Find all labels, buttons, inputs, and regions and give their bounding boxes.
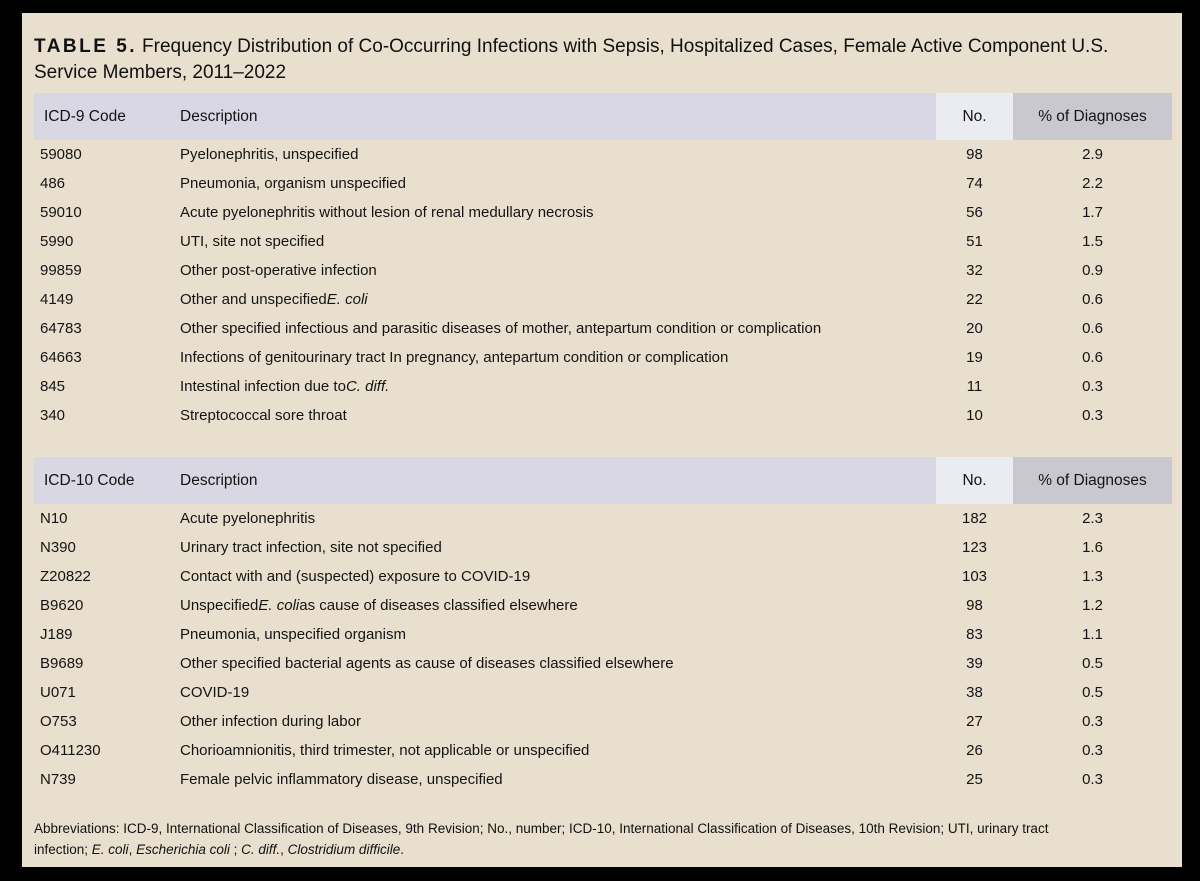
code-cell: B9689 [40,655,84,672]
percent-cell: 0.9 [1082,262,1103,279]
text: Other and unspecified [180,291,327,308]
table-row [34,707,1172,736]
table-row [34,591,1172,620]
table-row [34,736,1172,765]
code-cell: 4149 [40,291,74,308]
code-cell: O411230 [40,742,101,759]
table-number-label: TABLE 5. [34,36,138,57]
percent-cell: 2.3 [1082,510,1103,527]
percent-cell: 0.3 [1082,771,1103,788]
table-row [34,140,1172,169]
percent-cell: 2.2 [1082,175,1103,192]
percent-cell: 0.5 [1082,655,1103,672]
count-cell: 182 [961,510,988,527]
text: as cause of diseases classified elsewhere [299,597,578,614]
icd9-description-column-header: Description [180,107,258,125]
icd10-no-column-header: No. [936,457,1013,504]
text: Intestinal infection due to [180,378,346,395]
count-cell: 103 [961,568,988,585]
count-cell: 32 [966,262,983,279]
code-cell: 59080 [40,146,82,163]
code-cell: N739 [40,771,76,788]
table-row [34,533,1172,562]
count-cell: 19 [966,349,983,366]
table-row [34,372,1172,401]
percent-cell: 1.7 [1082,204,1103,221]
table-row [34,256,1172,285]
percent-cell: 1.5 [1082,233,1103,250]
percent-cell: 1.2 [1082,597,1103,614]
italic-text: C. diff. [345,378,390,395]
text: Acute pyelonephritis [180,510,316,527]
count-cell: 10 [966,407,983,424]
description-cell [180,626,936,643]
table-row [34,343,1172,372]
text: COVID-19 [180,684,250,701]
code-cell: U071 [40,684,76,701]
italic-text: E. coli [258,597,300,614]
count-cell: 74 [966,175,983,192]
count-cell: 27 [966,713,983,730]
count-cell: 39 [966,655,983,672]
percent-cell: 2.9 [1082,146,1103,163]
code-cell: 64663 [40,349,82,366]
count-cell: 22 [966,291,983,308]
description-cell [180,407,936,424]
count-cell: 98 [966,597,983,614]
percent-cell: 1.6 [1082,539,1103,556]
count-cell: 11 [966,378,983,395]
text: infection; [34,842,92,857]
icd10-header-row [34,457,1172,504]
text: , [280,842,288,857]
percent-cell: 0.3 [1082,407,1103,424]
footnote-line [34,839,1172,860]
code-cell: 59010 [40,204,82,221]
italic-text: E. coli [326,291,368,308]
italic-text: Escherichia coli [136,842,230,857]
table-row [34,562,1172,591]
text: Pneumonia, organism unspecified [180,175,406,192]
percent-cell: 0.3 [1082,713,1103,730]
description-cell [180,742,936,759]
abbreviations-footnote [34,818,1172,860]
table-row [34,765,1172,794]
code-cell: 5990 [40,233,74,250]
text: Acute pyelonephritis without lesion of renal medullary necrosis [180,204,594,221]
code-cell: 486 [40,175,66,192]
text: Urinary tract infection, site not specified [180,539,442,556]
count-cell: 26 [966,742,983,759]
code-cell: 340 [40,407,66,424]
text: Unspecified [180,597,259,614]
table-row [34,620,1172,649]
italic-text: Clostridium difficile [287,842,401,857]
description-cell [180,320,936,337]
code-cell: N390 [40,539,76,556]
description-cell [180,713,936,730]
description-cell [180,684,936,701]
count-cell: 56 [966,204,983,221]
code-cell: 845 [40,378,66,395]
table-row [34,227,1172,256]
description-cell [180,655,936,672]
table-row [34,649,1172,678]
count-cell: 51 [966,233,983,250]
count-cell: 25 [966,771,983,788]
description-cell [180,349,936,366]
icd9-header-row [34,93,1172,140]
percent-cell: 0.6 [1082,291,1103,308]
text: Pneumonia, unspecified organism [180,626,406,643]
icd10-pct-column-header: % of Diagnoses [1013,457,1172,504]
icd10-description-column-header: Description [180,471,258,489]
description-cell [180,291,936,308]
percent-cell: 0.6 [1082,320,1103,337]
description-cell [180,378,936,395]
percent-cell: 1.1 [1082,626,1103,643]
percent-cell: 0.6 [1082,349,1103,366]
code-cell: 64783 [40,320,82,337]
percent-cell: 0.3 [1082,742,1103,759]
table-row [34,314,1172,343]
text: Other infection during labor [180,713,361,730]
percent-cell: 1.3 [1082,568,1103,585]
text: , [128,842,137,857]
text: Contact with and (suspected) exposure to COVID-19 [180,568,531,585]
icd9-code-column-header: ICD-9 Code [44,107,126,125]
percent-cell: 0.5 [1082,684,1103,701]
icd9-table [34,93,1172,430]
code-cell: N10 [40,510,68,527]
description-cell [180,568,936,585]
table-title [22,13,1182,86]
description-cell [180,233,936,250]
table-row [34,285,1172,314]
description-cell [180,204,936,221]
count-cell: 123 [961,539,988,556]
table-row [34,198,1172,227]
text: Streptococcal sore throat [180,407,347,424]
percent-cell: 0.3 [1082,378,1103,395]
code-cell: J189 [40,626,73,643]
text: Other specified infectious and parasitic diseases of mother, antepartum condition or complication [180,320,822,337]
icd9-no-column-header: No. [936,93,1013,140]
description-cell [180,510,936,527]
icd10-table [34,457,1172,794]
table-row [34,401,1172,430]
text: Other specified bacterial agents as cause of diseases classified elsewhere [180,655,674,672]
description-cell [180,146,936,163]
text: Female pelvic inflammatory disease, unspecified [180,771,503,788]
footnote-line [34,818,1172,839]
table-row [34,504,1172,533]
text: Other post-operative infection [180,262,377,279]
text: UTI, site not specified [180,233,325,250]
code-cell: 99859 [40,262,82,279]
text: Chorioamnionitis, third trimester, not applicable or unspecified [180,742,590,759]
description-cell [180,175,936,192]
count-cell: 38 [966,684,983,701]
table-panel [22,13,1182,867]
table-row [34,678,1172,707]
text: ; [229,842,242,857]
table-title-text: Frequency Distribution of Co-Occurring Infections with Sepsis, Hospitalized Cases, Female Active Component U.S. Service Members, 2011–2022 [34,36,1109,83]
italic-text: C. diff. [241,842,281,857]
text: . [400,842,404,857]
description-cell [180,262,936,279]
description-cell [180,539,936,556]
description-cell [180,771,936,788]
count-cell: 20 [966,320,983,337]
code-cell: O753 [40,713,77,730]
text: Infections of genitourinary tract In pregnancy, antepartum condition or complication [180,349,729,366]
description-cell [180,597,936,614]
code-cell: B9620 [40,597,84,614]
code-cell: Z20822 [40,568,91,585]
text: Pyelonephritis, unspecified [180,146,359,163]
icd9-pct-column-header: % of Diagnoses [1013,93,1172,140]
italic-text: E. coli [91,842,129,857]
icd10-code-column-header: ICD-10 Code [44,471,135,489]
text: Abbreviations: ICD-9, International Classification of Diseases, 9th Revision; No., number; ICD-10, International Classification of Diseases, 10th Revision; UTI, urinary tract [34,821,1049,836]
table-row [34,169,1172,198]
count-cell: 98 [966,146,983,163]
count-cell: 83 [966,626,983,643]
